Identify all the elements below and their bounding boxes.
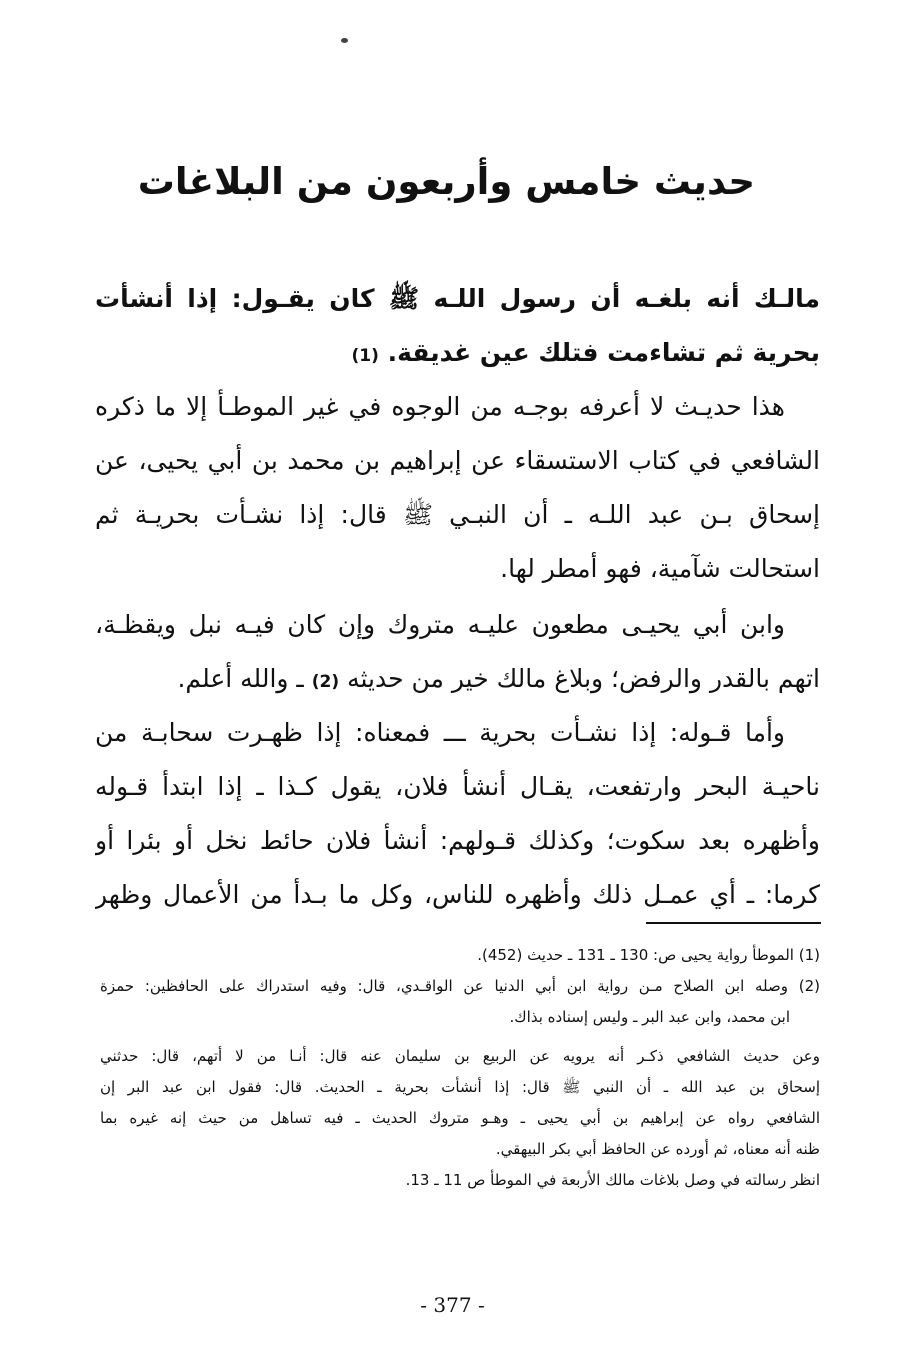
commentary-paragraph-3	[95, 706, 820, 922]
chapter-title: حديث خامس وأربعون من البلاغات	[137, 160, 755, 203]
hadith-text	[95, 272, 820, 380]
paragraph-line: ناحيـة البحر وارتفعت، يقـال أنشأ فلان، يقول كـذا ـ إذا ابتدأ قـوله	[95, 772, 820, 801]
paragraph-line: استحالت شآمية، فهو أمطر لها.	[500, 554, 820, 583]
scan-speck	[341, 38, 348, 43]
hadith-line-2-text: بحرية ثم تشاءمت فتلك عين غديقة.	[387, 338, 820, 367]
paragraph-line: وابن أبي يحيـى مطعون عليـه متروك وإن كان فيـه نبل ويقظـة،	[95, 610, 785, 639]
footnote-2-line: (2) وصله ابن الصلاح مـن رواية ابن أبي الدنيا عن الواقـدي، قال: وفيه استدراك على الحافظين: حمزة	[100, 977, 820, 995]
footnote-ref-1: (1)	[351, 346, 379, 366]
paragraph-line-text: اتهم بالقدر والرفض؛ وبلاغ مالك خير من حديثه	[347, 664, 820, 693]
paragraph-line: إسحاق بـن عبد اللـه ـ أن النبـي ﷺ قال: إذا نشـأت بحريـة ثم	[95, 500, 820, 529]
footnote-gap	[100, 1033, 820, 1041]
footnote-1: (1) الموطأ رواية يحيى ص: 130 ـ 131 ـ حديث (452).	[477, 946, 820, 964]
footnotes	[100, 940, 820, 1196]
footnote-divider	[646, 922, 821, 924]
paragraph-line: وأما قـوله: إذا نشـأت بحرية ـــ فمعناه: إذا ظهـرت سحابـة من	[95, 718, 785, 747]
paragraph-line: هذا حديـث لا أعرفه بوجـه من الوجوه في غير الموطـأ إلا ما ذكره	[95, 392, 785, 421]
page-number: - 377 -	[420, 1293, 485, 1317]
footnote-2-line: ابن محمد، وابن عبد البر ـ وليس إسناده بذاك.	[509, 1008, 790, 1026]
paragraph-line-text-end: ـ والله أعلم.	[177, 664, 304, 693]
hadith-line-1: مالـك أنه بلغـه أن رسول اللـه ﷺ كان يقـول: إذا أنشأت	[95, 284, 820, 313]
footnote-2-cont-line: الشافعي رواه عن إبراهيم بن أبي يحيى ـ وهـو متروك الحديث ـ فيه تساهل من حيث إنه غيره بما	[100, 1109, 820, 1127]
footnote-ref-2: (2)	[311, 672, 340, 692]
commentary-paragraph-1	[95, 380, 820, 596]
commentary-paragraph-2	[95, 598, 820, 706]
paragraph-line	[95, 652, 820, 706]
paragraph-line: وأظهره بعد سكوت؛ وكذلك قـولهم: أنشأ فلان حائط نخل أو بئرا أو	[95, 826, 820, 855]
footnote-2-cont-line: ظنه أنه معناه، ثم أورده عن الحافظ أبي بكر البيهقي.	[495, 1140, 820, 1158]
paragraph-line: كرما: ـ أي عمـل ذلك وأظهره للناس، وكل ما بـدأ من الأعمال وظهر	[95, 880, 820, 909]
footnote-2-cont-line: وعن حديث الشافعي ذكـر أنه يرويه عن الربيع بن سليمان عنه قال: أنـا من لا أتهم، قال: حدثني	[100, 1047, 820, 1065]
hadith-line-2	[95, 326, 820, 380]
footnote-2-cont-line: إسحاق بن عبد الله ـ أن النبي ﷺ قال: إذا أنشأت بحرية ـ الحديث. قال: فقول ابن عبد البر إن	[100, 1078, 820, 1096]
footnote-2-reference: انظر رسالته في وصل بلاغات مالك الأربعة في الموطأ ص 11 ـ 13.	[405, 1171, 820, 1189]
paragraph-line: الشافعي في كتاب الاستسقاء عن إبراهيم بن محمد بن أبي يحيى، عن	[95, 446, 820, 475]
